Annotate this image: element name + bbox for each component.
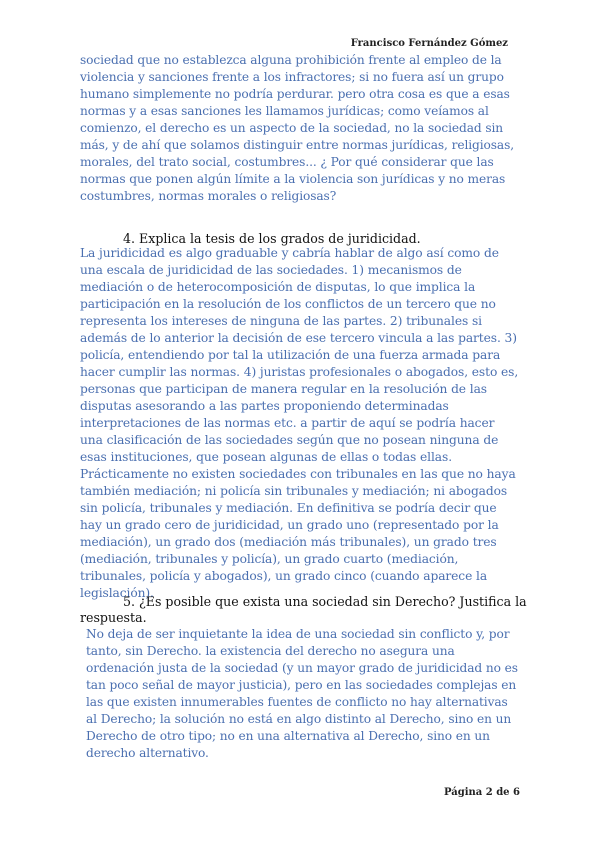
question-5-heading-line2: respuesta. (80, 610, 147, 625)
question-4-answer: La juridicidad es algo graduable y cabría hablar de algo así como de una escala de juridicidad de las sociedades. 1) mecanismos de mediación o de heterocomposición de disputas, lo que implica la participación en la resolución de los conflictos de un tercero que no representa los intereses de ninguna de las partes. 2) tribunales si además de lo anterior la decisión de ese tercero vincula a las partes. 3) policía, entendiendo por tal la utilización de una fuerza armada para hacer cumplir las normas. 4) juristas profesionales o abogados, esto es, personas que participan de manera regular en la resolución de las disputas asesorando a las partes proponiendo determinadas interpretaciones de las normas etc. a partir de aquí se podría hacer una clasificación de las sociedades según que no posean ninguna de esas instituciones, que posean algunas de ellas o todas ellas. Prácticamente no existen sociedades con tribunales en las que no haya también mediación; ni policía sin tribunales y mediación; ni abogados sin policía, tribunales y mediación. En definitiva se podría decir que hay un grado cero de juridicidad, un grado uno (representado por la mediación), un grado dos (mediación más tribunales), un grado tres (mediación, tribunales y policía), un grado cuarto (mediación, tribunales, policía y abogados), un grado cinco (cuando aparece la legislación). (80, 246, 519, 600)
page-footer-number: Página 2 de 6 (444, 787, 520, 798)
question-5-answer: No deja de ser inquietante la idea de una sociedad sin conflicto y, por tanto, sin Derecho. la existencia del derecho no asegura una ordenación justa de la sociedad (y un mayor grado de juridicidad no es tan poco señal de mayor justicia), pero en las sociedades complejas en las que existen innumerables fuentes de conflicto no hay alternativas al Derecho; la solución no está en algo distinto al Derecho, sino en un Derecho de otro tipo; no en una alternativa al Derecho, sino en un derecho alternativo. (86, 627, 518, 760)
question-5-heading-line1: 5. ¿Es posible que exista una sociedad sin Derecho? Justifica la (123, 594, 527, 609)
intro-paragraph: sociedad que no establezca alguna prohibición frente al empleo de la violencia y sanciones frente a los infractores; si no fuera así un grupo humano simplemente no podría perdurar. pero otra cosa es que a esas normas y a esas sanciones les llamamos jurídicas; como veíamos al comienzo, el derecho es un aspecto de la sociedad, no la sociedad sin más, y de ahí que solamos distinguir entre normas jurídicas, religiosas, morales, del trato social, costumbres... ¿ Por qué considerar que las normas que ponen algún límite a la violencia son jurídicas y no meras costumbres, normas morales o religiosas? (80, 53, 515, 203)
page-header-author: Francisco Fernández Gómez (350, 38, 508, 49)
question-4-heading: 4. Explica la tesis de los grados de juridicidad. (123, 231, 421, 246)
